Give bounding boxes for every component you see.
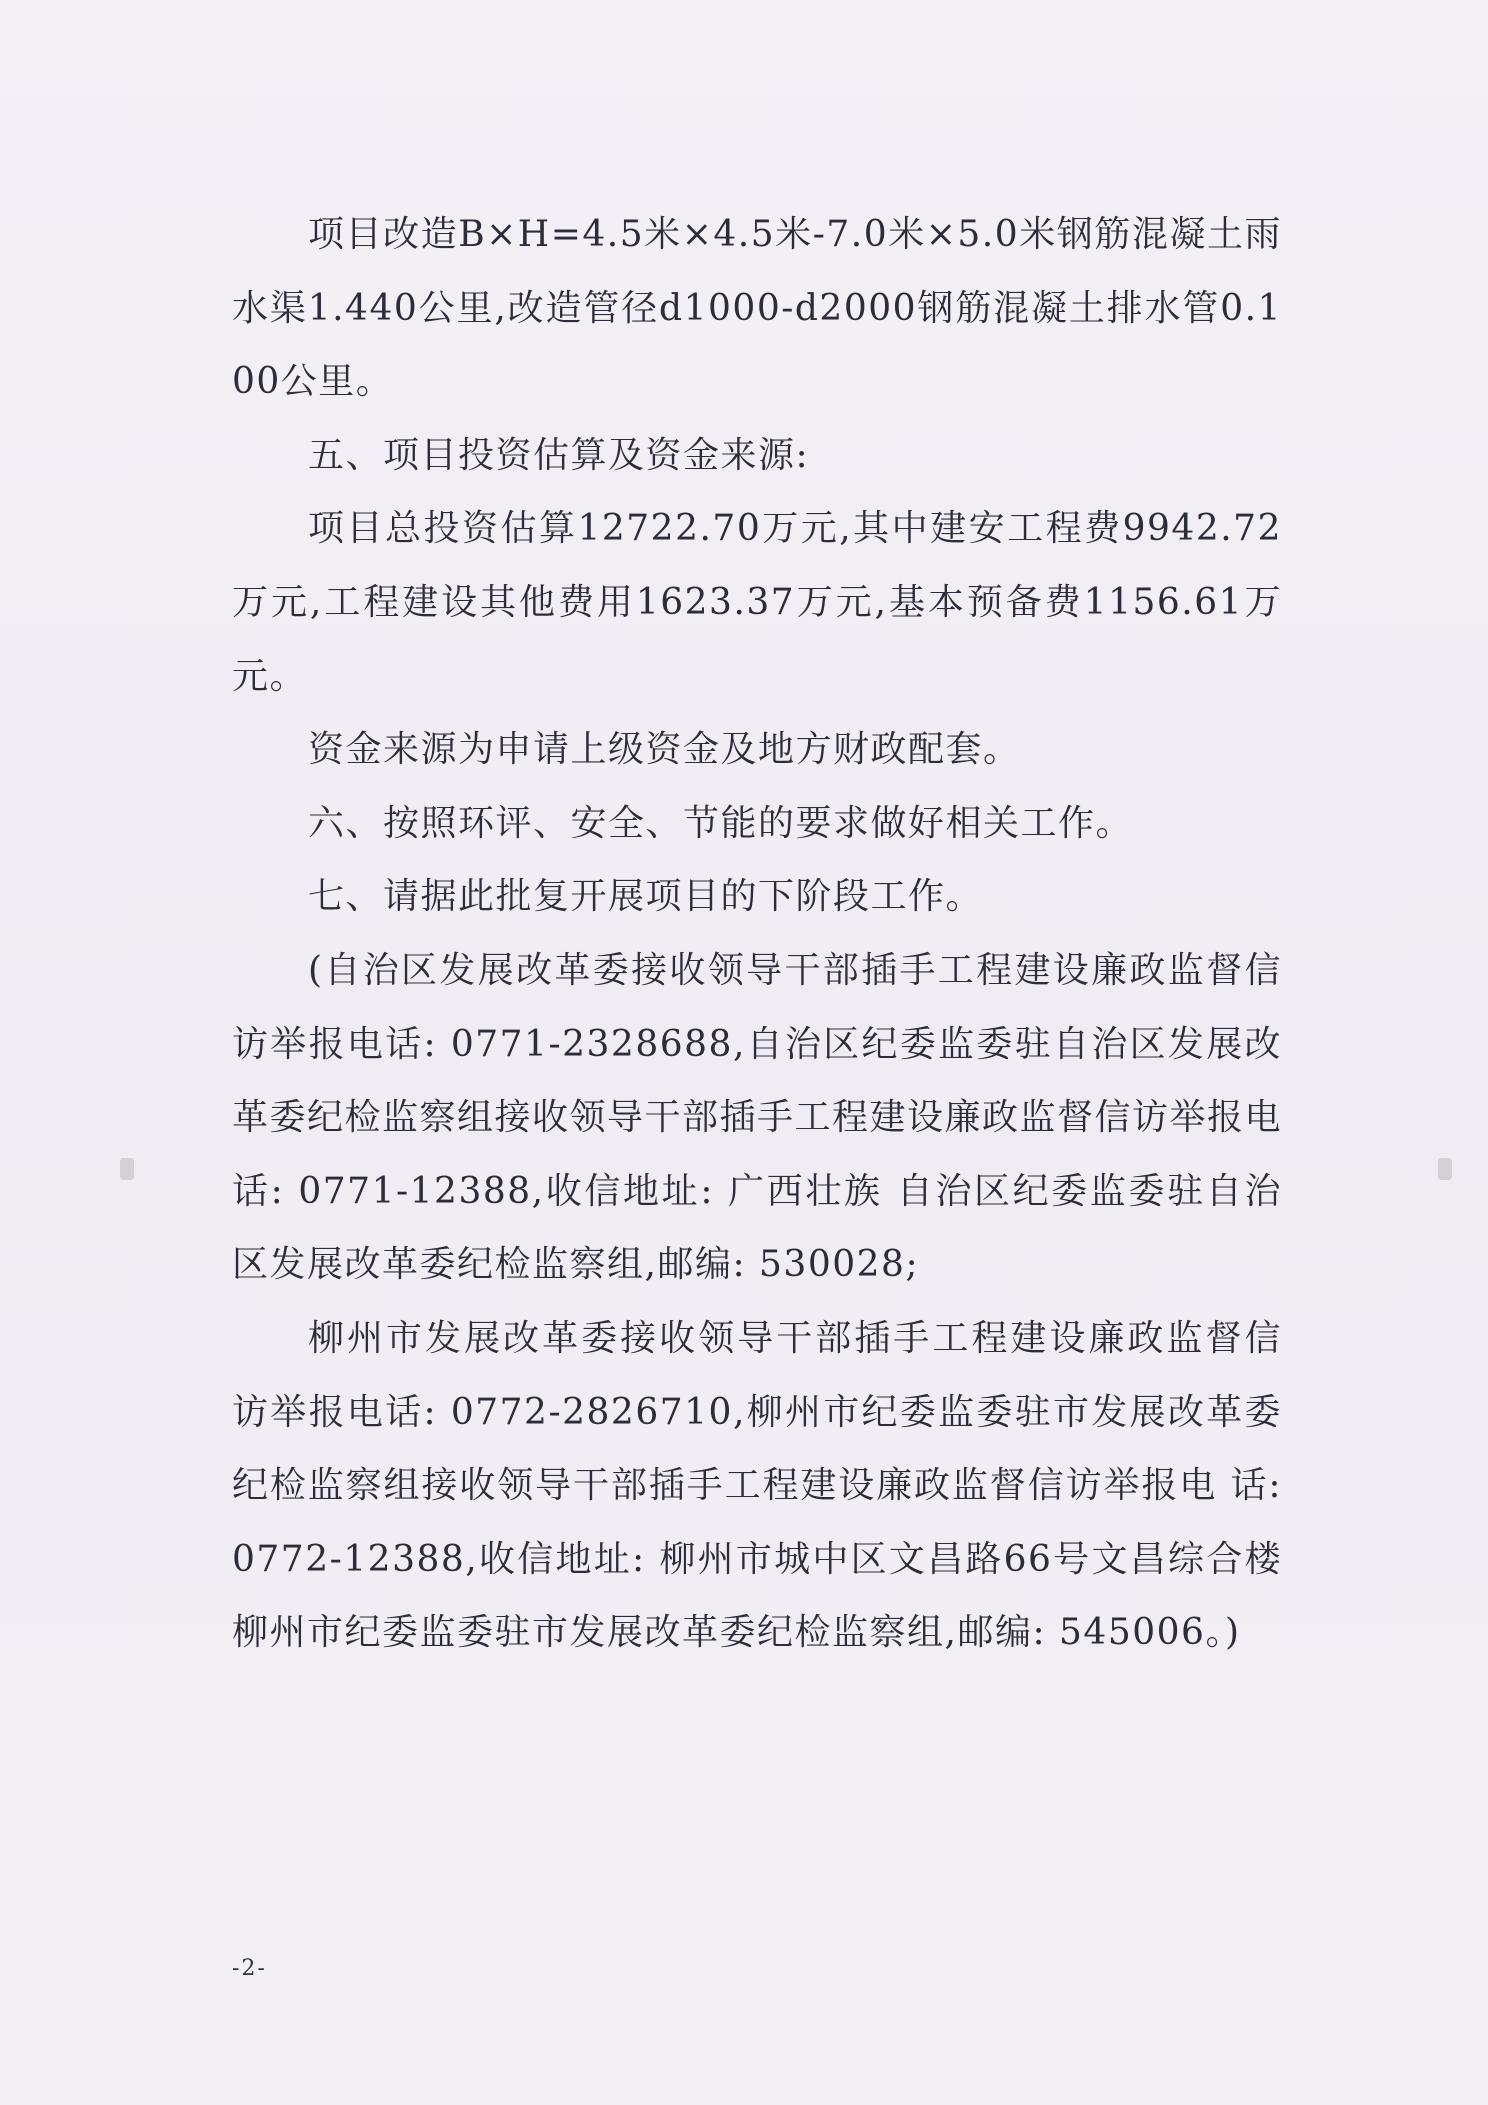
paragraph-investment-details: 项目总投资估算12722.70万元,其中建安工程费9942.72万元,工程建设其他费用1623.37万元,基本预备费1156.61万元。 [232,508,1282,697]
heading-next-stage: 七、请据此批复开展项目的下阶段工作。 [308,876,984,918]
heading-investment-estimate: 五、项目投资估算及资金来源: [308,434,810,476]
paragraph-funding-source: 资金来源为申请上级资金及地方财政配套。 [308,729,1021,771]
document-body [232,198,1282,1670]
page-number: -2- [232,1956,267,1981]
paragraph-liuzhou-hotline: 柳州市发展改革委接收领导干部插手工程建设廉政监督信访举报电话: 0772-2826710,柳州市纪委监委驻市发展改革委纪检监察组接收领导干部插手工程建设廉政监督信访举报电 话: 0772-12388,收信地址: 柳州市城中区文昌路66号文昌综合楼柳州市纪委监委驻市发展改革委纪检监察组,邮编: 545006。) [232,1317,1282,1654]
paragraph-regional-hotline: (自治区发展改革委接收领导干部插手工程建设廉政监督信访举报电话: 0771-2328688,自治区纪委监委驻自治区发展改革委纪检监察组接收领导干部插手工程建设廉政监督信访举报电话: 0771-12388,收信地址: 广西壮族 自治区纪委监委驻自治区发展改革委纪检监察组,邮编: 530028; [232,949,1283,1286]
paragraph-project-scope: 项目改造B×H=4.5米×4.5米-7.0米×5.0米钢筋混凝土雨水渠1.440公里,改造管径d1000-d2000钢筋混凝土排水管0.100公里。 [232,214,1282,403]
heading-environment-safety: 六、按照环评、安全、节能的要求做好相关工作。 [308,802,1134,844]
scan-artifact-right [1438,1158,1452,1180]
scan-artifact-left [120,1158,134,1180]
